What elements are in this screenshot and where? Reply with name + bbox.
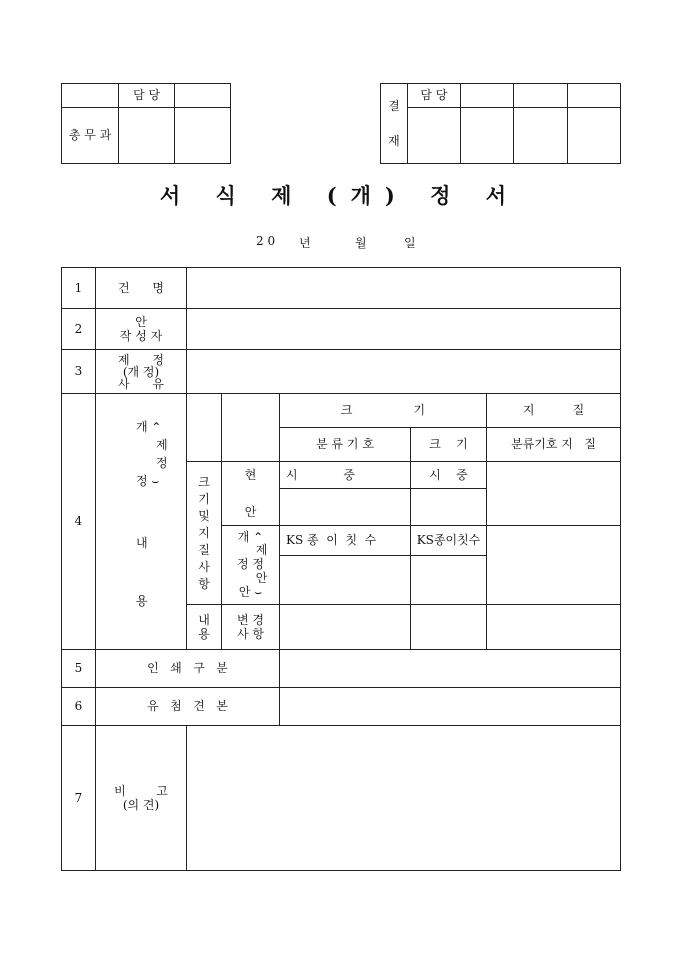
size-paper-char-7: 항 [198,576,210,591]
revision-label [222,526,280,605]
paper-header: 지 질 [487,394,621,428]
row-4-side-1: 개 ⌃ [136,419,162,434]
row-7-label [96,726,187,871]
row-3-label-3: 사 유 [117,376,165,391]
current-size-value[interactable] [411,489,487,526]
current-label [222,462,280,526]
date-year: 년 [299,236,311,250]
change-label-1: 변 경 [237,612,264,627]
approval-right-side-label [381,84,408,164]
row-5-label: 인 쇄 구 분 [96,650,280,688]
approval-right-cell [568,84,621,108]
row-4-label [96,394,187,650]
row-3-label [96,350,187,394]
row-4-side-6: 용 [136,593,148,608]
row-3-value[interactable] [187,350,621,394]
approval-right-sign-cell[interactable] [407,108,460,164]
row-1-value[interactable] [187,268,621,309]
revision-label-2: 제 [255,543,268,558]
row-4-blank-a [187,394,222,462]
change-class-value[interactable] [280,605,411,650]
current-label-2: 안 [244,504,257,519]
approval-box-right [380,83,621,164]
size-paper-char-3: 및 [198,508,210,523]
main-form-table [61,267,621,871]
row-7-label-1: 비 고 [114,783,168,798]
size-paper-char-5: 질 [198,542,210,557]
change-paper-value[interactable] [487,605,621,650]
market-size-cell: 시 중 [411,462,487,489]
row-7-label-2: (의 견) [122,798,160,812]
row-2-label-bottom: 작 성 자 [119,329,163,343]
change-size-value[interactable] [411,605,487,650]
current-paper-cell[interactable] [487,462,621,526]
revision-size-value[interactable] [411,556,487,605]
date-day: 일 [404,236,416,250]
size-paper-char-2: 기 [198,491,210,506]
approval-left-row-label: 총 무 과 [62,108,119,164]
approval-left-sign-cell[interactable] [119,108,175,164]
approval-box-left [61,83,231,164]
row-1-label [96,268,187,309]
row-4-blank-b [222,394,280,462]
ks-size-cell: KS종이칫수 [411,526,487,556]
size-paper-char-1: 크 [198,474,210,489]
approval-right-side-1: 결 [388,99,400,114]
approval-left-header: 담 당 [119,84,175,108]
content-label [187,605,222,650]
class-code-header: 분 류 기 호 [280,428,411,462]
date-year-prefix: 2 0 [256,234,276,248]
content-label-1: 내 [198,612,210,627]
row-1-num: 1 [62,268,96,309]
approval-right-cell [460,84,514,108]
revision-label-3: 정 정 [237,557,264,572]
date-month: 월 [355,236,367,250]
row-5-num: 5 [62,650,96,688]
row-2-num: 2 [62,309,96,350]
size-paper-label [187,462,222,605]
row-4-side-5: 내 [136,535,148,550]
approval-right-side-2: 재 [388,133,400,148]
row-6-label: 유 첨 견 본 [96,688,280,726]
row-1-label-text: 건 명 [117,280,165,295]
approval-left-blank-2 [175,84,231,108]
size-paper-char-4: 지 [198,525,210,540]
row-3-label-2: (개 정) [122,364,160,379]
approval-right-cell [514,84,568,108]
row-6-value[interactable] [280,688,621,726]
approval-right-sign-cell[interactable] [514,108,568,164]
revision-label-5: 안 ⌣ [238,584,263,599]
content-label-2: 용 [198,627,210,641]
row-2-label-top: 안 [135,314,147,329]
approval-left-blank [62,84,119,108]
approval-right-sign-cell[interactable] [568,108,621,164]
change-label [222,605,280,650]
market-class-cell: 시 중 [280,462,411,489]
approval-right-sign-cell[interactable] [460,108,514,164]
paper-code-header: 분류기호 지 질 [487,428,621,462]
row-6-num: 6 [62,688,96,726]
revision-class-value[interactable] [280,556,411,605]
row-4-side-3: 정 [156,455,168,470]
row-4-side-4: 정 ⌣ [136,473,160,488]
row-3-num: 3 [62,350,96,394]
revision-label-4: 안 [255,570,268,585]
form-title: 서 식 제 (개) 정 서 [159,183,521,208]
approval-left-sign-cell-2[interactable] [175,108,231,164]
row-4-num: 4 [62,394,96,650]
row-7-value[interactable] [187,726,621,871]
approval-right-header: 담 당 [407,84,460,108]
revision-paper-cell[interactable] [487,526,621,605]
row-4-side-2: 제 [156,437,168,452]
row-5-value[interactable] [280,650,621,688]
change-label-2: 사 항 [237,627,264,641]
row-7-num: 7 [62,726,96,871]
size-paper-char-6: 사 [198,559,210,574]
row-3-label-1: 제 정 [117,352,165,367]
current-label-1: 현 [244,468,257,483]
current-class-value[interactable] [280,489,411,526]
size-header: 크 기 [280,394,487,428]
row-2-value[interactable] [187,309,621,350]
row-2-label [96,309,187,350]
revision-label-1: 개 ⌃ [237,529,264,544]
ks-class-cell: KS 종 이 칫 수 [280,526,411,556]
size-subheader: 크 기 [411,428,487,462]
